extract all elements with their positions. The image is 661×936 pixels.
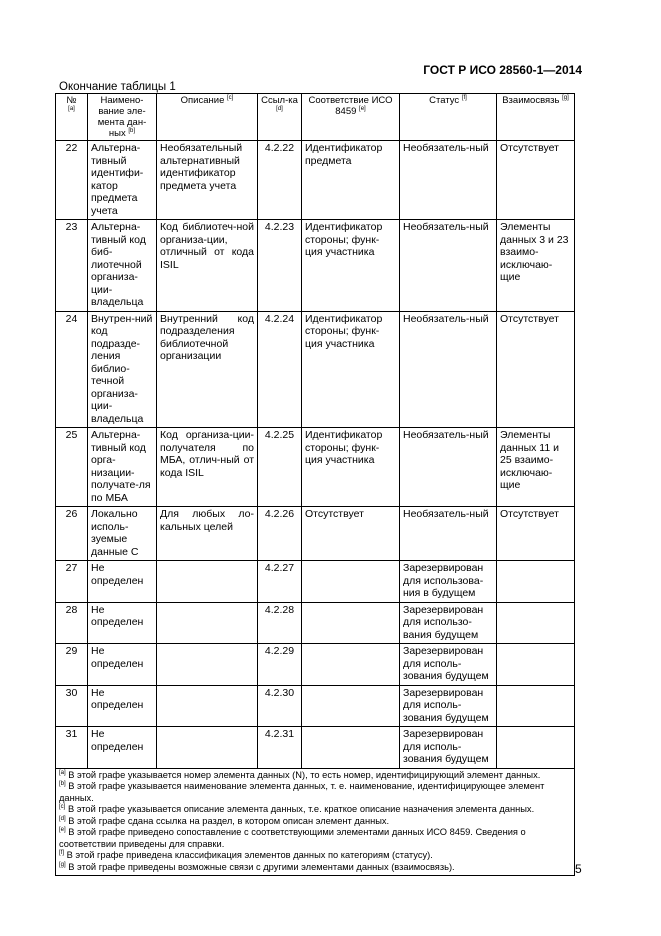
footnote [59,850,571,862]
footnote-text: В этой графе приведено сопоставление с соответствующими элементами данных ИСО 8459. Сведения о соответствии приведены для справки. [59,827,526,849]
reference-cell: 4.2.26 [258,507,302,561]
relation-cell [497,561,575,603]
element-name-cell: Альтерна-тивный идентифи-катор предмета учета [88,141,157,220]
row-number-cell: 22 [56,141,88,220]
table-row [56,311,575,428]
row-number-cell: 30 [56,685,88,727]
relation-cell: Отсутствует [497,141,575,220]
reference-cell: 4.2.30 [258,685,302,727]
element-name-cell: Альтерна-тивный код биб-лиотечной организа-ции-владельца [88,220,157,312]
footnote-text: В этой графе указывается наименование элемента данных, т. е. наименование, идентифицирующее элемент данных. [59,781,545,803]
element-name-cell: Не определен [88,685,157,727]
description-cell: Код библиотеч-ной организа-ции, отличный от кода ISIL [157,220,258,312]
table-row [56,644,575,686]
table-row [56,685,575,727]
table-row [56,428,575,507]
reference-cell: 4.2.24 [258,311,302,428]
footnote [59,816,571,828]
iso-mapping-cell [302,602,400,644]
reference-cell: 4.2.27 [258,561,302,603]
table-row [56,602,575,644]
element-name-cell: Не определен [88,602,157,644]
table-header-row [56,94,575,141]
footnote-text: В этой графе сдана ссылка на раздел, в котором описан элемент данных. [68,815,390,826]
reference-cell: 4.2.22 [258,141,302,220]
element-name-cell: Не определен [88,561,157,603]
status-cell: Зарезервирован для использова-ния в будущем [400,561,497,603]
element-name-cell: Не определен [88,644,157,686]
status-cell: Зарезервирован для исполь-зования будущем [400,685,497,727]
footnote-text: В этой графе приведены возможные связи с другими элементами данных (взаимосвязь). [68,861,455,872]
table-row [56,561,575,603]
description-cell [157,602,258,644]
status-cell: Зарезервирован для использо-вания будущем [400,602,497,644]
description-cell: Для любых ло-кальных целей [157,507,258,561]
relation-cell [497,727,575,769]
iso-mapping-cell: Идентификатор стороны; функ-ция участника [302,220,400,312]
footnote-mark: [c] [59,803,66,810]
reference-cell: 4.2.31 [258,727,302,769]
page-number: 5 [575,862,582,876]
reference-cell: 4.2.29 [258,644,302,686]
element-name-cell: Не определен [88,727,157,769]
element-name-cell: Альтерна-тивный код орга-низации-получате-ля по МБА [88,428,157,507]
description-cell: Внутренний код подразделения библиотечной организации [157,311,258,428]
row-number-cell: 26 [56,507,88,561]
table-row [56,141,575,220]
relation-cell [497,685,575,727]
element-name-cell: Локально исполь-зуемые данные С [88,507,157,561]
footnote-text: В этой графе указывается номер элемента данных (N), то есть номер, идентифицирующий элемент данных. [68,769,541,780]
iso-mapping-cell: Идентификатор предмета [302,141,400,220]
footnote-mark: [g] [59,861,66,868]
footnote [59,781,571,804]
status-cell: Необязатель-ный [400,428,497,507]
description-cell: Необязательный альтернативный идентификатор предмета учета [157,141,258,220]
col-header-iso: Соответствие ИСО 8459 [e] [302,94,400,141]
row-number-cell: 25 [56,428,88,507]
footnote-mark: [a] [59,769,66,776]
table-row [56,220,575,312]
status-cell: Необязатель-ный [400,141,497,220]
reference-cell: 4.2.28 [258,602,302,644]
relation-cell [497,644,575,686]
iso-mapping-cell [302,685,400,727]
status-cell: Необязатель-ный [400,507,497,561]
col-header-no: № [a] [56,94,88,141]
footnote [59,804,571,816]
iso-mapping-cell [302,727,400,769]
description-cell: Код организа-ции-получателя по МБА, отлич-ный от кода ISIL [157,428,258,507]
footnote-text: В этой графе указывается описание элемента данных, т.е. краткое описание назначения элемента данных. [67,804,535,814]
relation-cell [497,602,575,644]
footnote-mark: [f] [59,849,65,856]
iso-mapping-cell: Отсутствует [302,507,400,561]
relation-cell: Элементы данных 3 и 23 взаимо-исключаю-щие [497,220,575,312]
relation-cell: Отсутствует [497,311,575,428]
col-header-reference: Ссыл-ка [d] [258,94,302,141]
row-number-cell: 27 [56,561,88,603]
footnote-text: В этой графе приведена классификация элементов данных по категориям (статусу). [66,850,433,860]
row-number-cell: 23 [56,220,88,312]
footnote-mark: [d] [59,815,66,822]
table-caption: Окончание таблицы 1 [59,81,176,93]
description-cell [157,727,258,769]
table-row [56,727,575,769]
element-name-cell: Внутрен-ний код подразде-ления библио-течной организа-ции-владельца [88,311,157,428]
row-number-cell: 31 [56,727,88,769]
status-cell: Необязатель-ный [400,311,497,428]
row-number-cell: 28 [56,602,88,644]
col-header-name: Наимено-вание эле-мента дан-ных [b] [88,94,157,141]
status-cell: Зарезервирован для исполь-зования будущем [400,644,497,686]
reference-cell: 4.2.23 [258,220,302,312]
description-cell [157,644,258,686]
relation-cell: Элементы данных 11 и 25 взаимо-исключаю-щие [497,428,575,507]
footnotes [56,768,575,876]
status-cell: Необязатель-ный [400,220,497,312]
description-cell [157,685,258,727]
col-header-status: Статус [f] [400,94,497,141]
footnote-mark: [b] [59,780,66,787]
reference-cell: 4.2.25 [258,428,302,507]
iso-mapping-cell: Идентификатор стороны; функ-ция участника [302,311,400,428]
footnote [59,770,571,782]
col-header-relation: Взаимосвязь [g] [497,94,575,141]
footnote-mark: [e] [59,826,66,833]
footnotes-row [56,768,575,876]
description-cell [157,561,258,603]
iso-mapping-cell [302,561,400,603]
iso-mapping-cell [302,644,400,686]
footnote [59,827,571,850]
relation-cell: Отсутствует [497,507,575,561]
status-cell: Зарезервирован для исполь-зования будущем [400,727,497,769]
footnote [59,862,571,874]
row-number-cell: 29 [56,644,88,686]
col-header-description: Описание [c] [157,94,258,141]
row-number-cell: 24 [56,311,88,428]
document-header: ГОСТ Р ИСО 28560-1—2014 [423,63,582,77]
iso-mapping-cell: Идентификатор стороны; функ-ция участника [302,428,400,507]
data-elements-table [55,93,575,876]
table-row [56,507,575,561]
